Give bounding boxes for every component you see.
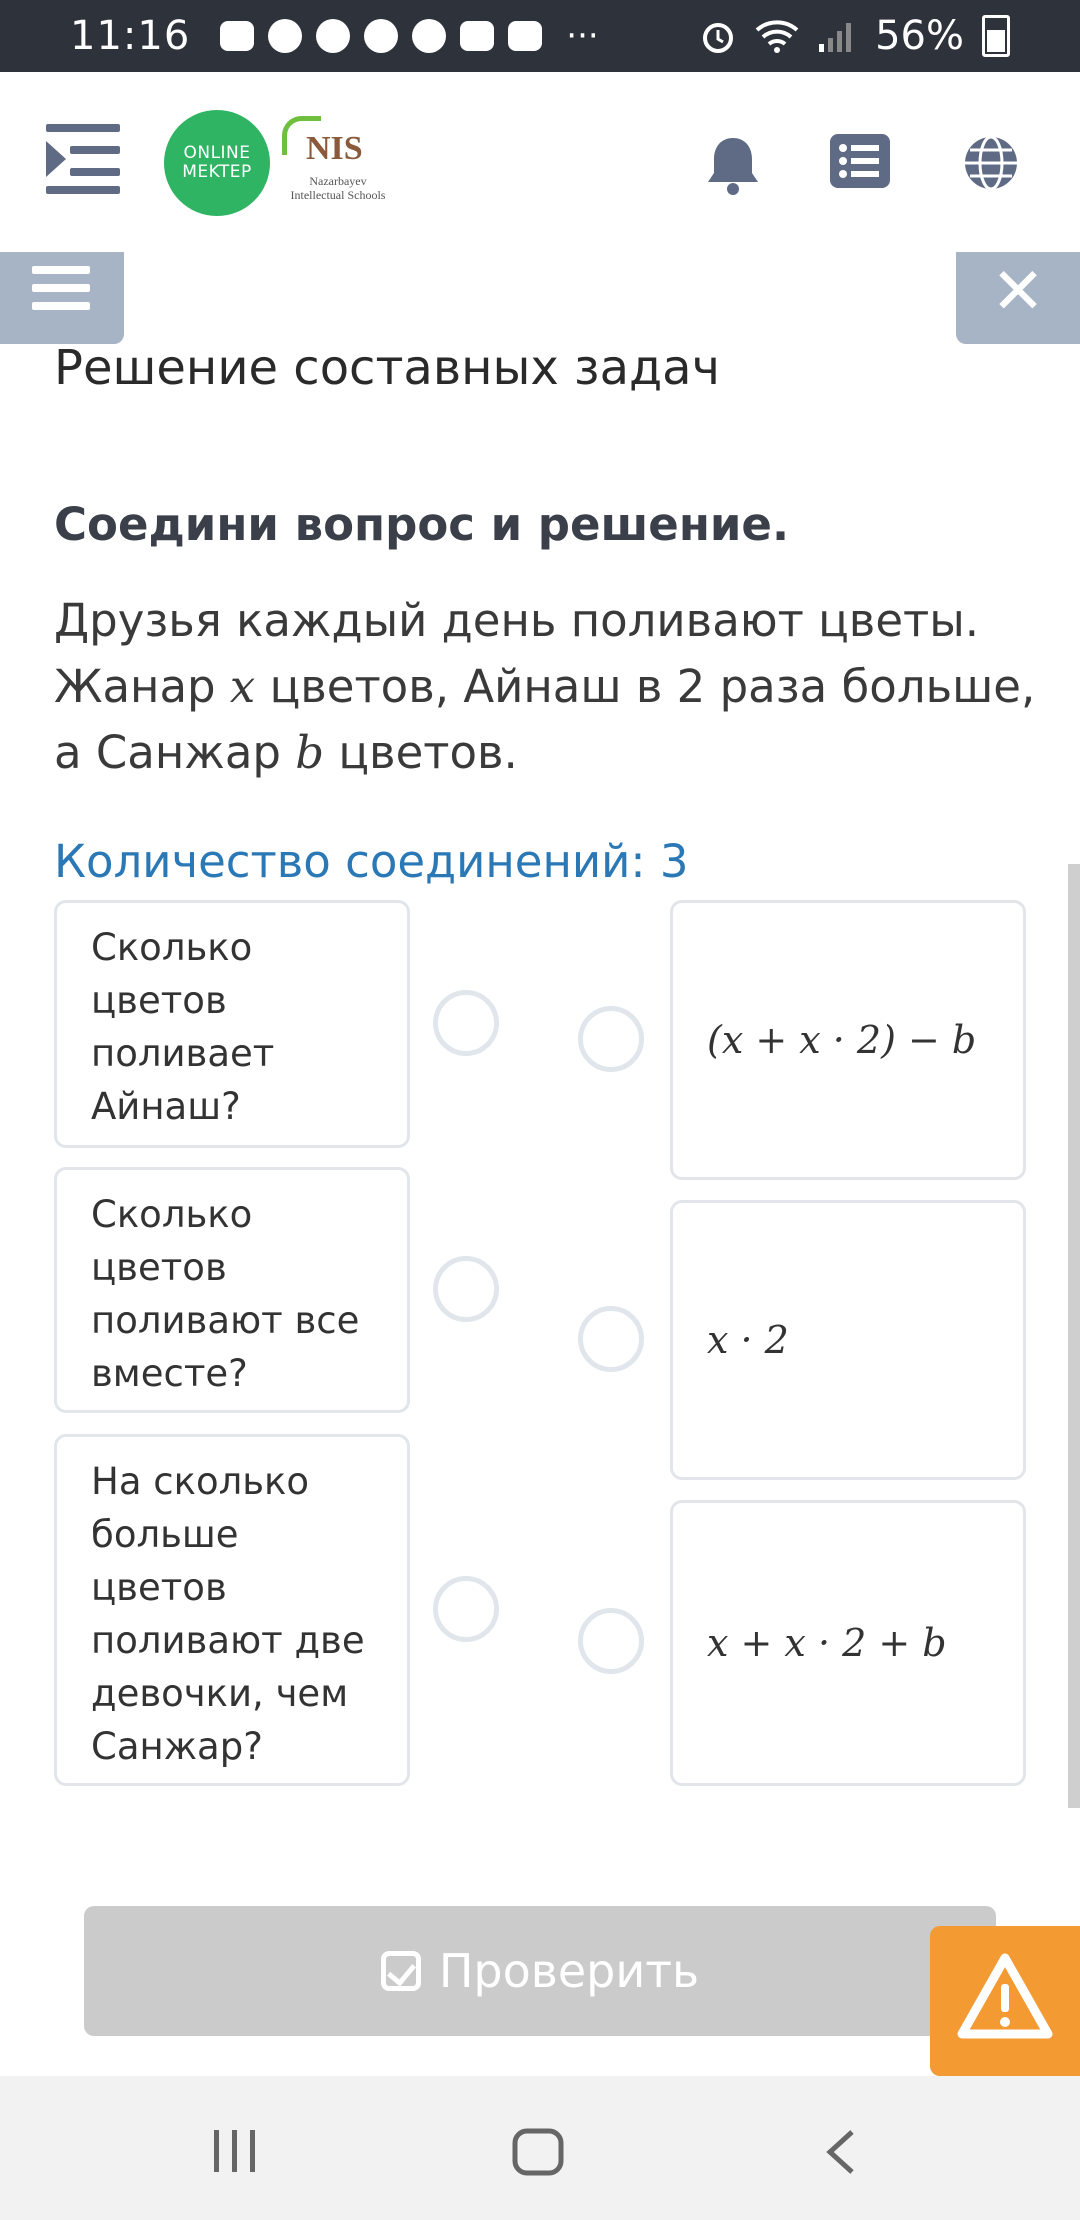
notification-icons <box>220 19 542 53</box>
question-text: На сколько больше цветов поливают две девочки, чем Санжар? <box>91 1460 365 1768</box>
alarm-icon <box>699 17 737 55</box>
online-mektep-logo[interactable] <box>164 110 270 216</box>
page-title: Решение составных задач <box>54 340 720 396</box>
check-button-label: Проверить <box>438 1944 700 1998</box>
warning-icon <box>930 1926 1080 2076</box>
variable-x: x <box>229 660 256 713</box>
battery-icon <box>982 15 1010 57</box>
scrollbar[interactable] <box>1068 864 1080 1808</box>
question-connector-dot[interactable] <box>433 1576 499 1642</box>
language-icon <box>412 19 446 53</box>
answer-expression: (x + x · 2) − b <box>707 1018 977 1062</box>
status-bar <box>0 0 1080 72</box>
question-text: Сколько цветов поливает Айнаш? <box>91 926 275 1128</box>
youtube-icon <box>508 21 542 51</box>
logo-text-online: ONLINE <box>183 143 251 163</box>
logo-text-mektep: MEKTEP <box>182 162 252 182</box>
answer-expression: x + x · 2 + b <box>707 1621 947 1665</box>
signal-icon <box>817 18 857 54</box>
question-text: Сколько цветов поливают все вместе? <box>91 1193 360 1395</box>
answer-card[interactable] <box>670 1500 1026 1786</box>
chat-icon <box>316 19 350 53</box>
question-card[interactable] <box>54 1167 410 1413</box>
more-notifications: ··· <box>566 16 599 56</box>
answer-expression: x · 2 <box>707 1318 789 1362</box>
whatsapp-icon <box>364 19 398 53</box>
sidebar-toggle-icon[interactable] <box>46 124 120 194</box>
back-icon[interactable] <box>820 2128 860 2176</box>
bell-icon[interactable] <box>705 134 761 196</box>
youtube-icon <box>460 21 494 51</box>
recent-apps-icon[interactable] <box>210 2128 260 2174</box>
question-connector-dot[interactable] <box>433 990 499 1056</box>
nis-logo <box>278 112 388 222</box>
youtube-icon <box>220 21 254 51</box>
answer-connector-dot[interactable] <box>578 1306 644 1372</box>
report-problem-button[interactable] <box>930 1926 1080 2076</box>
problem-line: а Санжар b цветов. <box>54 726 518 779</box>
check-button[interactable] <box>84 1906 996 2036</box>
home-icon[interactable] <box>512 2128 564 2176</box>
answer-connector-dot[interactable] <box>578 1608 644 1674</box>
question-card[interactable] <box>54 900 410 1148</box>
variable-b: b <box>295 726 325 779</box>
question-connector-dot[interactable] <box>433 1256 499 1322</box>
close-button[interactable] <box>956 252 1080 344</box>
nis-logo-text: NIS <box>306 130 363 167</box>
task-menu-button[interactable] <box>0 252 124 344</box>
answer-connector-dot[interactable] <box>578 1006 644 1072</box>
globe-icon[interactable] <box>962 134 1020 192</box>
answer-card[interactable] <box>670 900 1026 1180</box>
status-time: 11:16 <box>70 13 191 59</box>
battery-percent: 56% <box>875 13 964 59</box>
problem-line: Друзья каждый день поливают цветы. <box>54 594 980 647</box>
list-icon[interactable] <box>830 134 890 188</box>
wifi-icon <box>755 18 799 54</box>
task-instruction: Соедини вопрос и решение. <box>54 498 790 551</box>
close-icon: ✕ <box>991 255 1045 329</box>
checkbox-icon <box>381 1951 421 1991</box>
problem-line: Жанар x цветов, Айнаш в 2 раза больше, <box>54 660 1036 713</box>
question-card[interactable] <box>54 1434 410 1786</box>
app-header <box>0 72 1080 252</box>
telegram-icon <box>268 19 302 53</box>
connections-count: Количество соединений: 3 <box>54 835 689 888</box>
system-nav-bar <box>0 2076 1080 2220</box>
nis-logo-subtitle: Nazarbayev Intellectual Schools <box>290 174 386 202</box>
answer-card[interactable] <box>670 1200 1026 1480</box>
problem-text <box>54 588 1044 786</box>
